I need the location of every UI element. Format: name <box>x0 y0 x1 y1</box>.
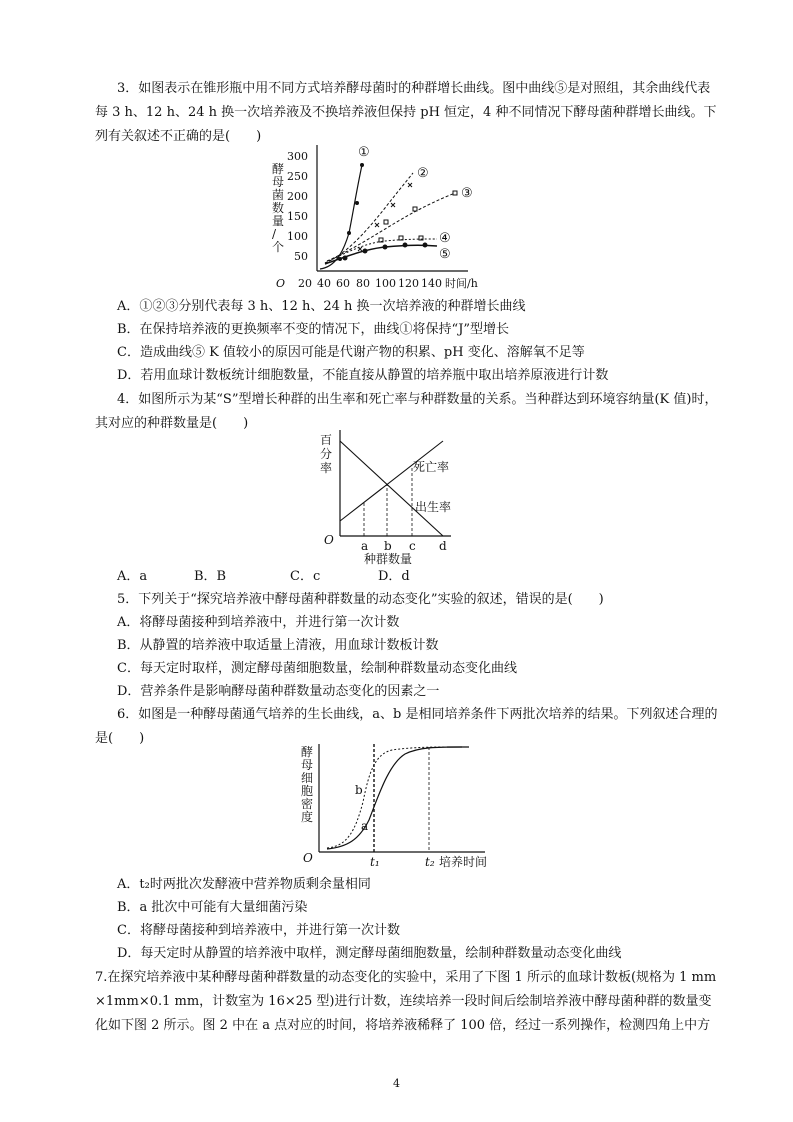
q6-ylabel: 酵母细胞密度 <box>301 745 314 824</box>
q4-rate-figure <box>316 426 476 566</box>
q4-xtick-c: c <box>409 539 416 553</box>
q3-ytick: 50 <box>294 250 308 263</box>
q3-line-2: 每 3 h、12 h、24 h 换一次培养液及不换培养液但保持 pH 恒定，4 种不同情况下酵母菌种群增长曲线。下 <box>95 105 717 120</box>
q4-death-label: 死亡率 <box>413 460 450 474</box>
q7-line-2: ×1mm×0.1 mm，计数室为 16×25 型)进行计数，连续培养一段时间后绘制培养液中酵母菌种群的数量变 <box>95 994 712 1009</box>
q3-growth-figure <box>265 143 530 293</box>
q6-origin: O <box>303 851 313 865</box>
q4-birth-line <box>340 441 443 536</box>
q3-xlabel: 时间/h <box>445 277 478 290</box>
q3-curve-label-3: ③ <box>461 186 473 201</box>
q3-xtick: 140 <box>421 277 442 290</box>
q6-option-b: B．a 批次中可能有大量细菌污染 <box>117 900 308 915</box>
q3-xtick: 80 <box>356 277 370 290</box>
q3-ylabel: 酵母菌数量/个 <box>272 162 285 254</box>
q3-option-a: A．①②③分别代表每 3 h、12 h、24 h 换一次培养液的种群增长曲线 <box>117 299 526 314</box>
q4-origin: O <box>324 533 334 547</box>
q4-option-b: B．B <box>194 569 227 584</box>
q7-line-3: 化如下图 2 所示。图 2 中在 a 点对应的时间，将培养液稀释了 100 倍，经过一系列操作，检测四角上中方 <box>95 1018 711 1033</box>
q5-option-a: A．将酵母菌接种到培养液中，并进行第一次计数 <box>117 615 400 630</box>
q3-xtick: 20 <box>298 277 312 290</box>
q3-curve-label-2: ② <box>417 166 429 181</box>
q3-xtick: 120 <box>398 277 419 290</box>
q6-option-c: C．将酵母菌接种到培养液中，并进行第一次计数 <box>117 923 400 938</box>
q3-line-1: 3．如图表示在锥形瓶中用不同方式培养酵母菌时的种群增长曲线。图中曲线⑤是对照组，其余曲线代表 <box>117 81 711 96</box>
q3-option-c: C．造成曲线⑤ K 值较小的原因可能是代谢产物的积累、pH 变化、溶解氧不足等 <box>117 345 585 360</box>
q3-ytick: 250 <box>287 170 308 183</box>
q5-option-c: C．每天定时取样，测定酵母菌细胞数量，绘制种群数量动态变化曲线 <box>117 661 517 676</box>
q4-xtick-a: a <box>361 539 369 553</box>
q3-xtick: 40 <box>317 277 331 290</box>
q5-option-d: D．营养条件是影响酵母菌种群数量动态变化的因素之一 <box>117 684 440 699</box>
q3-ytick: 150 <box>287 210 308 223</box>
q5-line-1: 5．下列关于“探究培养液中酵母菌种群数量的动态变化”实验的叙述，错误的是( ) <box>117 592 604 607</box>
q5-option-b: B．从静置的培养液中取适量上清液，用血球计数板计数 <box>117 638 439 653</box>
q6-t2: t₂ <box>425 855 435 869</box>
q3-origin: O <box>276 277 286 290</box>
q6-label-b: b <box>355 783 363 797</box>
q4-xtick-b: b <box>384 539 392 553</box>
q3-curve-label-4: ④ <box>439 231 451 246</box>
q3-curve-label-1: ① <box>358 145 370 160</box>
q3-ytick: 200 <box>287 190 308 203</box>
q4-xtick-d: d <box>439 539 447 553</box>
q4-line-1: 4．如图所示为某“S”型增长种群的出生率和死亡率与种群数量的关系。当种群达到环境容纳量(K 值)时， <box>117 392 718 407</box>
q3-xtick: 100 <box>375 277 396 290</box>
q6-option-a: A．t₂时两批次发酵液中营养物质剩余量相同 <box>117 877 371 892</box>
q3-option-b: B．在保持培养液的更换频率不变的情况下，曲线①将保持“J”型增长 <box>117 322 510 337</box>
q4-option-c: C．c <box>290 569 321 584</box>
page-number: 4 <box>393 1077 400 1090</box>
q3-line-3: 列有关叙述不正确的是( ) <box>95 129 262 144</box>
q3-ytick: 100 <box>287 230 308 243</box>
q3-option-d: D．若用血球计数板统计细胞数量，不能直接从静置的培养瓶中取出培养原液进行计数 <box>117 368 609 383</box>
q6-curve-a <box>327 747 462 849</box>
q4-option-d: D．d <box>378 569 410 584</box>
q7-line-1: 7.在探究培养液中某种酵母菌种群数量的动态变化的实验中，采用了下图 1 所示的血球计数板(规格为 1 mm <box>95 970 717 985</box>
q6-xlabel: 培养时间 <box>439 855 488 869</box>
q4-birth-label: 出生率 <box>415 500 452 514</box>
q3-ytick: 300 <box>287 150 308 163</box>
q4-option-a: A．a <box>117 569 148 584</box>
q6-line-2: 是( ) <box>95 731 145 746</box>
q6-t1: t₁ <box>370 855 380 869</box>
q3-curve-5 <box>325 245 437 264</box>
q3-xtick: 60 <box>336 277 350 290</box>
q6-label-a: a <box>361 819 369 833</box>
q6-option-d: D．每天定时从静置的培养液中取样，测定酵母菌细胞数量，绘制种群数量动态变化曲线 <box>117 946 622 961</box>
q4-ylabel: 百分率 <box>320 433 333 475</box>
q4-xlabel: 种群数量 <box>364 552 413 566</box>
q6-growth-figure <box>297 742 502 872</box>
q6-line-1: 6．如图是一种酵母菌通气培养的生长曲线，a、b 是相同培养条件下两批次培养的结果。下列叙述合理的 <box>117 707 718 722</box>
q3-curve-label-5: ⑤ <box>439 247 451 262</box>
q4-line-2: 其对应的种群数量是( ) <box>95 416 249 431</box>
